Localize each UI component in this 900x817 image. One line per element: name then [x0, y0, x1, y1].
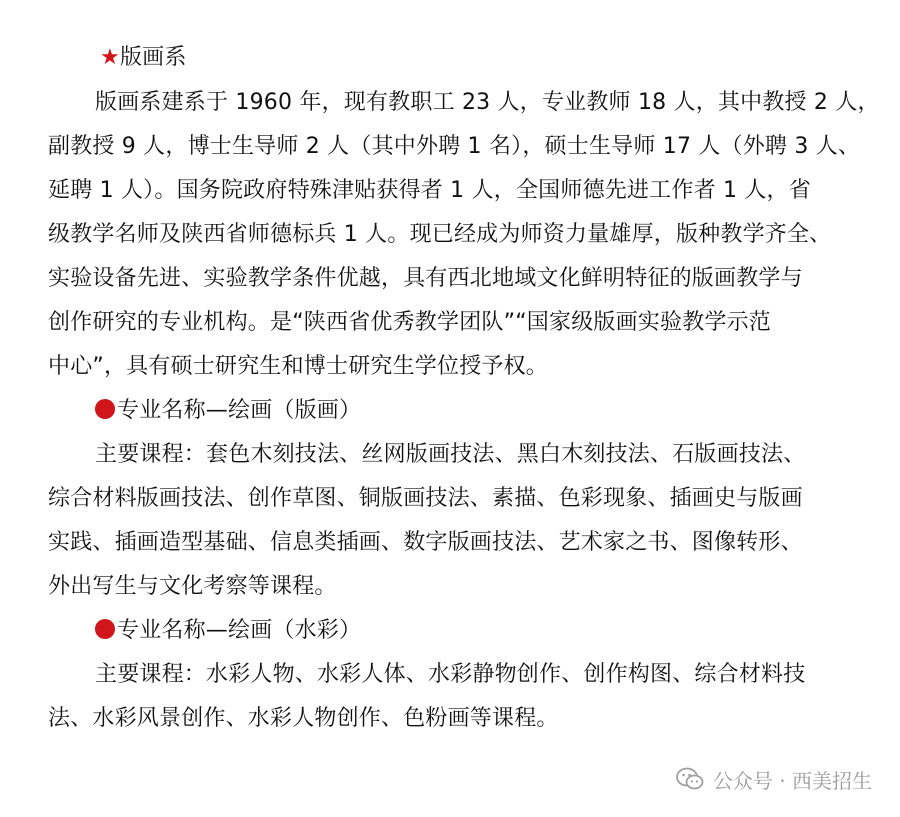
course-line: 主要课程：水彩人物、水彩人体、水彩静物创作、创作构图、综合材料技	[95, 662, 806, 687]
major-heading	[95, 617, 860, 645]
intro-line: 实验设备先进、实验教学条件优越，具有西北地域文化鲜明特征的版画教学与	[48, 266, 803, 291]
section-title: 版画系	[119, 45, 187, 70]
course-line: 主要课程：套色木刻技法、丝网版画技法、黑白木刻技法、石版画技法、	[95, 442, 806, 467]
wechat-footer	[675, 764, 872, 794]
course-line: 外出写生与文化考察等课程。	[48, 574, 337, 599]
red-bullet-icon	[95, 619, 115, 639]
major-heading	[95, 397, 860, 425]
intro-line: 副教授 9 人，博士生导师 2 人（其中外聘 1 名），硕士生导师 17 人（外聘 3 人、	[48, 134, 861, 159]
wechat-icon	[675, 766, 705, 792]
footer-text: 公众号 · 西美招生	[712, 768, 872, 793]
intro-line: 级教学名师及陕西省师德标兵 1 人。现已经成为师资力量雄厚，版种教学齐全、	[48, 222, 832, 247]
major-title: 专业名称—绘画（水彩）	[117, 618, 362, 643]
section-heading	[100, 44, 900, 72]
major-title: 专业名称—绘画（版画）	[117, 398, 362, 423]
red-bullet-icon	[95, 399, 115, 419]
intro-line: 创作研究的专业机构。是“陕西省优秀教学团队”“国家级版画实验教学示范	[48, 310, 771, 335]
course-line: 综合材料版画技法、创作草图、铜版画技法、素描、色彩现象、插画史与版画	[48, 486, 803, 511]
intro-line: 版画系建系于 1960 年，现有教职工 23 人，专业教师 18 人，其中教授 2 人，	[95, 90, 880, 115]
intro-line: 中心”，具有硕士研究生和博士研究生学位授予权。	[48, 354, 548, 379]
intro-line: 延聘 1 人）。国务院政府特殊津贴获得者 1 人，全国师德先进工作者 1 人，省	[48, 178, 811, 203]
course-line: 实践、插画造型基础、信息类插画、数字版画技法、艺术家之书、图像转形、	[48, 530, 803, 555]
course-line: 法、水彩风景创作、水彩人物创作、色粉画等课程。	[48, 706, 559, 731]
star-icon: ★	[100, 45, 120, 70]
